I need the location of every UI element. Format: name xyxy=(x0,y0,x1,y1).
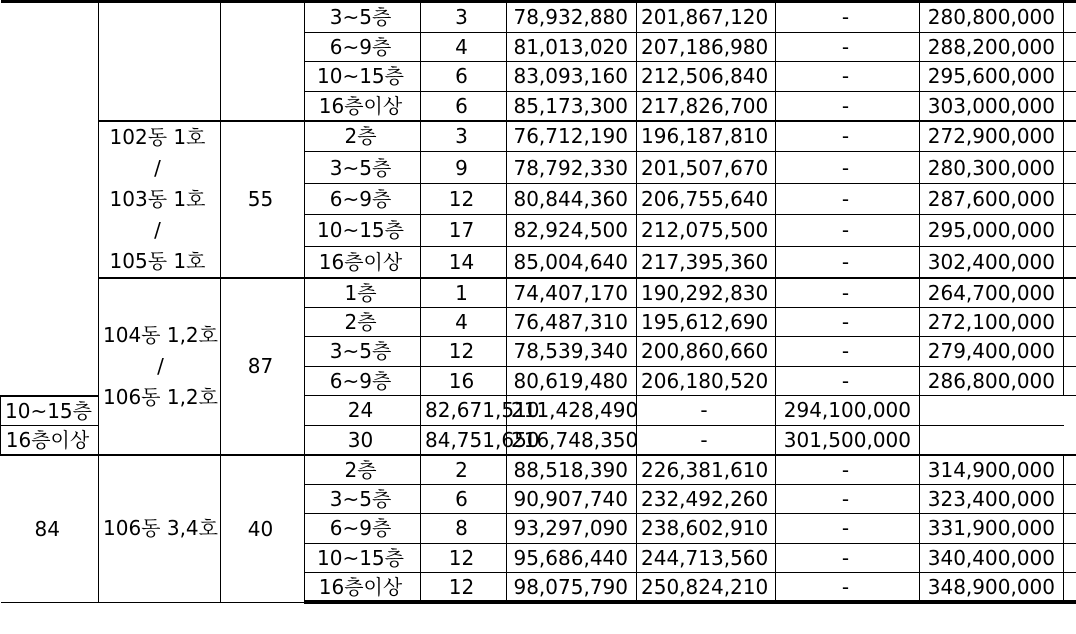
land-price-cell: 76,487,310 xyxy=(507,307,637,337)
trailing-cell xyxy=(1064,278,1076,308)
vat-cell: - xyxy=(776,215,920,246)
count-cell: 9 xyxy=(421,152,507,183)
floor-cell: 10~15층 xyxy=(305,215,421,246)
total-price-cell: 348,900,000 xyxy=(920,573,1064,603)
building-line: 103동 1호 xyxy=(109,186,206,211)
floor-cell: 3~5층 xyxy=(305,2,421,33)
land-price-cell: 78,792,330 xyxy=(507,152,637,183)
floor-cell: 16층이상 xyxy=(1,425,99,455)
vat-cell: - xyxy=(776,152,920,183)
vat-cell: - xyxy=(776,121,920,152)
table-row xyxy=(1,2,1076,33)
trailing-cell xyxy=(1064,91,1076,121)
trailing-cell xyxy=(920,396,1064,426)
count-cell: 3 xyxy=(421,121,507,152)
land-price-cell: 78,932,880 xyxy=(507,2,637,33)
total-price-cell: 272,100,000 xyxy=(920,307,1064,337)
floor-cell: 3~5층 xyxy=(305,484,421,514)
building-line: 106동 3,4호 xyxy=(103,516,218,540)
count-cell: 6 xyxy=(421,91,507,121)
count-cell: 12 xyxy=(421,543,507,573)
building-price-cell: 250,824,210 xyxy=(637,573,776,603)
building-line: 105동 1호 xyxy=(109,248,206,273)
floor-cell: 16층이상 xyxy=(305,246,421,277)
count-cell: 12 xyxy=(421,573,507,603)
building-label xyxy=(103,513,218,544)
total-price-cell: 286,800,000 xyxy=(920,366,1064,396)
land-price-cell: 84,751,650 xyxy=(421,425,507,455)
land-price-cell: 82,924,500 xyxy=(507,215,637,246)
vat-cell: - xyxy=(776,455,920,485)
floor-cell: 10~15층 xyxy=(305,62,421,92)
count-cell: 30 xyxy=(305,425,421,455)
vat-cell: - xyxy=(776,62,920,92)
trailing-cell xyxy=(1064,152,1076,183)
count-cell: 3 xyxy=(421,2,507,33)
building-price-cell: 238,602,910 xyxy=(637,514,776,544)
trailing-cell xyxy=(1064,514,1076,544)
area-cell: 84 xyxy=(1,455,99,603)
building-label xyxy=(103,320,218,413)
count-cell: 6 xyxy=(421,484,507,514)
vat-cell: - xyxy=(776,337,920,367)
total-price-cell: 294,100,000 xyxy=(776,396,920,426)
units-cell xyxy=(221,2,305,121)
table-row xyxy=(1,278,1076,308)
floor-cell: 3~5층 xyxy=(305,337,421,367)
floor-cell: 10~15층 xyxy=(305,543,421,573)
building-line: 104동 1,2호 xyxy=(103,322,218,347)
land-price-cell: 82,671,510 xyxy=(421,396,507,426)
count-cell: 14 xyxy=(421,246,507,277)
trailing-cell xyxy=(1064,543,1076,573)
trailing-cell xyxy=(1064,484,1076,514)
trailing-cell xyxy=(1064,366,1076,396)
building-line: 106동 1,2호 xyxy=(103,384,218,409)
total-price-cell: 288,200,000 xyxy=(920,32,1064,62)
building-price-cell: 201,867,120 xyxy=(637,2,776,33)
count-cell: 16 xyxy=(421,366,507,396)
total-price-cell: 323,400,000 xyxy=(920,484,1064,514)
building-cell xyxy=(99,455,221,603)
building-label xyxy=(110,122,206,277)
land-price-cell: 93,297,090 xyxy=(507,514,637,544)
building-line: / xyxy=(154,155,161,180)
total-price-cell: 279,400,000 xyxy=(920,337,1064,367)
floor-cell: 2층 xyxy=(305,455,421,485)
total-price-cell: 314,900,000 xyxy=(920,455,1064,485)
building-price-cell: 217,395,360 xyxy=(637,246,776,277)
trailing-cell xyxy=(1064,337,1076,367)
count-cell: 6 xyxy=(421,62,507,92)
building-price-cell: 216,748,350 xyxy=(507,425,637,455)
count-cell: 8 xyxy=(421,514,507,544)
floor-cell: 6~9층 xyxy=(305,32,421,62)
table-body xyxy=(1,2,1076,603)
vat-cell: - xyxy=(776,307,920,337)
building-price-cell: 195,612,690 xyxy=(637,307,776,337)
building-cell xyxy=(99,121,221,278)
trailing-cell xyxy=(1064,307,1076,337)
count-cell: 2 xyxy=(421,455,507,485)
land-price-cell: 88,518,390 xyxy=(507,455,637,485)
land-price-cell: 85,173,300 xyxy=(507,91,637,121)
land-price-cell: 90,907,740 xyxy=(507,484,637,514)
building-price-cell: 212,075,500 xyxy=(637,215,776,246)
building-price-cell: 211,428,490 xyxy=(507,396,637,426)
floor-cell: 6~9층 xyxy=(305,183,421,214)
floor-cell: 2층 xyxy=(305,307,421,337)
building-price-cell: 217,826,700 xyxy=(637,91,776,121)
trailing-cell xyxy=(920,425,1064,455)
vat-cell: - xyxy=(776,246,920,277)
building-price-cell: 232,492,260 xyxy=(637,484,776,514)
trailing-cell xyxy=(1064,455,1076,485)
count-cell: 12 xyxy=(421,337,507,367)
total-price-cell: 280,800,000 xyxy=(920,2,1064,33)
vat-cell: - xyxy=(776,484,920,514)
vat-cell: - xyxy=(776,573,920,603)
units-cell: 55 xyxy=(221,121,305,278)
building-price-cell: 207,186,980 xyxy=(637,32,776,62)
total-price-cell: 264,700,000 xyxy=(920,278,1064,308)
count-cell: 1 xyxy=(421,278,507,308)
trailing-cell xyxy=(1064,215,1076,246)
units-cell: 87 xyxy=(221,278,305,455)
land-price-cell: 74,407,170 xyxy=(507,278,637,308)
count-cell: 24 xyxy=(305,396,421,426)
units-cell: 40 xyxy=(221,455,305,603)
land-price-cell: 95,686,440 xyxy=(507,543,637,573)
total-price-cell: 340,400,000 xyxy=(920,543,1064,573)
building-price-cell: 201,507,670 xyxy=(637,152,776,183)
floor-cell: 10~15층 xyxy=(1,396,99,426)
vat-cell: - xyxy=(776,514,920,544)
count-cell: 4 xyxy=(421,307,507,337)
count-cell: 4 xyxy=(421,32,507,62)
building-price-cell: 196,187,810 xyxy=(637,121,776,152)
total-price-cell: 303,000,000 xyxy=(920,91,1064,121)
land-price-cell: 98,075,790 xyxy=(507,573,637,603)
trailing-cell xyxy=(1064,121,1076,152)
vat-cell: - xyxy=(776,183,920,214)
trailing-cell xyxy=(1064,573,1076,603)
total-price-cell: 331,900,000 xyxy=(920,514,1064,544)
total-price-cell: 272,900,000 xyxy=(920,121,1064,152)
table-row xyxy=(1,455,1076,485)
floor-cell: 16층이상 xyxy=(305,573,421,603)
trailing-cell xyxy=(1064,2,1076,33)
floor-cell: 16층이상 xyxy=(305,91,421,121)
vat-cell: - xyxy=(776,278,920,308)
building-cell xyxy=(99,2,221,121)
land-price-cell: 80,619,480 xyxy=(507,366,637,396)
trailing-cell xyxy=(1064,183,1076,214)
floor-cell: 6~9층 xyxy=(305,514,421,544)
total-price-cell: 295,000,000 xyxy=(920,215,1064,246)
building-price-cell: 206,755,640 xyxy=(637,183,776,214)
building-price-cell: 244,713,560 xyxy=(637,543,776,573)
building-line: 102동 1호 xyxy=(109,124,206,149)
table-row xyxy=(1,121,1076,152)
land-price-cell: 78,539,340 xyxy=(507,337,637,367)
building-cell xyxy=(99,278,221,455)
vat-cell: - xyxy=(776,32,920,62)
building-price-cell: 212,506,840 xyxy=(637,62,776,92)
count-cell: 17 xyxy=(421,215,507,246)
vat-cell: - xyxy=(776,91,920,121)
building-price-cell: 200,860,660 xyxy=(637,337,776,367)
building-line: / xyxy=(154,217,161,242)
building-price-cell: 206,180,520 xyxy=(637,366,776,396)
floor-cell: 2층 xyxy=(305,121,421,152)
floor-cell: 1층 xyxy=(305,278,421,308)
total-price-cell: 302,400,000 xyxy=(920,246,1064,277)
land-price-cell: 83,093,160 xyxy=(507,62,637,92)
total-price-cell: 280,300,000 xyxy=(920,152,1064,183)
trailing-cell xyxy=(1064,62,1076,92)
land-price-cell: 85,004,640 xyxy=(507,246,637,277)
floor-cell: 3~5층 xyxy=(305,152,421,183)
trailing-cell xyxy=(1064,32,1076,62)
trailing-cell xyxy=(1064,246,1076,277)
land-price-cell: 81,013,020 xyxy=(507,32,637,62)
total-price-cell: 295,600,000 xyxy=(920,62,1064,92)
building-price-cell: 190,292,830 xyxy=(637,278,776,308)
land-price-cell: 76,712,190 xyxy=(507,121,637,152)
area-cell xyxy=(1,2,99,396)
building-line: / xyxy=(157,353,164,378)
vat-cell: - xyxy=(776,543,920,573)
vat-cell: - xyxy=(776,366,920,396)
vat-cell: - xyxy=(637,396,776,426)
total-price-cell: 287,600,000 xyxy=(920,183,1064,214)
building-price-cell: 226,381,610 xyxy=(637,455,776,485)
land-price-cell: 80,844,360 xyxy=(507,183,637,214)
vat-cell: - xyxy=(637,425,776,455)
count-cell: 12 xyxy=(421,183,507,214)
vat-cell: - xyxy=(776,2,920,33)
floor-cell: 6~9층 xyxy=(305,366,421,396)
total-price-cell: 301,500,000 xyxy=(776,425,920,455)
